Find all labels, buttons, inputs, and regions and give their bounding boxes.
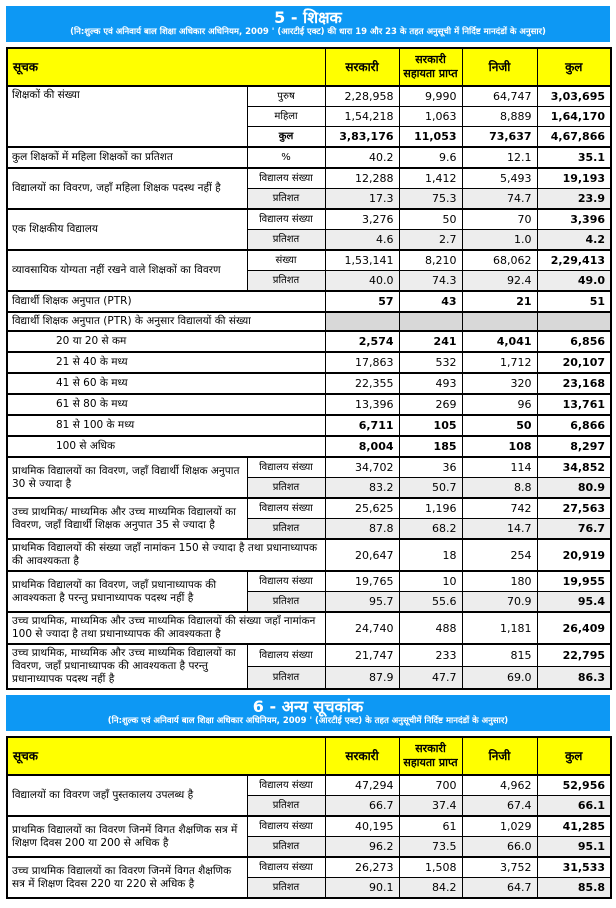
value-cell: 66.0 xyxy=(462,837,537,858)
value-cell: 52,956 xyxy=(537,775,611,796)
value-cell: 1,53,141 xyxy=(325,250,399,271)
value-cell: 34,852 xyxy=(537,457,611,478)
unit-label: प्रतिशत xyxy=(247,189,325,210)
value-cell: 14.7 xyxy=(462,519,537,540)
table-row xyxy=(7,457,611,478)
value-cell: 50 xyxy=(399,209,462,230)
value-cell: 23,168 xyxy=(537,373,611,394)
table-row xyxy=(7,498,611,519)
value-cell: 26,273 xyxy=(325,857,399,878)
value-cell: 90.1 xyxy=(325,878,399,899)
table-row xyxy=(7,816,611,837)
table-row xyxy=(7,86,611,107)
value-cell: 11,053 xyxy=(399,127,462,148)
value-cell: 51 xyxy=(537,291,611,312)
unit-label: विद्यालय संख्या xyxy=(247,644,325,667)
value-cell: 87.9 xyxy=(325,667,399,690)
other-indicators-table xyxy=(6,736,612,899)
value-cell: 8,889 xyxy=(462,107,537,127)
column-header-total: कुल xyxy=(537,48,611,86)
indicator-label: कुल शिक्षकों में महिला शिक्षकों का प्रतिशत xyxy=(7,147,247,168)
indicator-label: विद्यालयों का विवरण, जहाँ महिला शिक्षक पदस्थ नहीं है xyxy=(7,168,247,209)
value-cell: 35.1 xyxy=(537,147,611,168)
value-cell: 105 xyxy=(399,415,462,436)
column-header-government-aided: सरकारी सहायता प्राप्त xyxy=(399,48,462,86)
value-cell: 114 xyxy=(462,457,537,478)
section6-subtitle: (नि:शुल्क एवं अनिवार्य बाल शिक्षा अधिकार अधिनियम, 2009 ' (आरटीई एक्ट) के तहत अनुसूचीमें निर्दिष्ट मानदंडों के अनुसार) xyxy=(107,716,509,726)
value-cell: 6,711 xyxy=(325,415,399,436)
section6-title: 6 - अन्य सूचकांक xyxy=(252,697,364,716)
table-row xyxy=(7,436,611,457)
indicator-label: 81 से 100 के मध्य xyxy=(7,415,325,436)
column-header-government: सरकारी xyxy=(325,48,399,86)
table-row xyxy=(7,209,611,230)
value-cell: 8,210 xyxy=(399,250,462,271)
unit-label: पुरुष xyxy=(247,86,325,107)
value-cell xyxy=(537,312,611,331)
table-row xyxy=(7,571,611,592)
value-cell: 70.9 xyxy=(462,592,537,613)
value-cell: 50.7 xyxy=(399,478,462,499)
value-cell: 1,029 xyxy=(462,816,537,837)
section5-header xyxy=(6,6,610,42)
indicator-label: उच्च प्राथमिक/ माध्यमिक और उच्च माध्यमिक विद्यालयों का विवरण, जहाँ विद्यार्थी शिक्षक अनुपात 35 से ज्यादा है xyxy=(7,498,247,539)
value-cell: 17,863 xyxy=(325,352,399,373)
table-row xyxy=(7,373,611,394)
value-cell: 24,740 xyxy=(325,612,399,644)
value-cell: 95.4 xyxy=(537,592,611,613)
value-cell: 49.0 xyxy=(537,271,611,292)
value-cell: 40,195 xyxy=(325,816,399,837)
value-cell: 8,297 xyxy=(537,436,611,457)
unit-label: विद्यालय संख्या xyxy=(247,168,325,189)
value-cell: 10 xyxy=(399,571,462,592)
value-cell: 75.3 xyxy=(399,189,462,210)
table-row xyxy=(7,352,611,373)
unit-label: प्रतिशत xyxy=(247,796,325,817)
value-cell: 50 xyxy=(462,415,537,436)
value-cell: 241 xyxy=(399,331,462,352)
unit-label: विद्यालय संख्या xyxy=(247,816,325,837)
value-cell: 3,03,695 xyxy=(537,86,611,107)
table-row xyxy=(7,857,611,878)
value-cell: 742 xyxy=(462,498,537,519)
unit-label: प्रतिशत xyxy=(247,271,325,292)
unit-label: प्रतिशत xyxy=(247,837,325,858)
value-cell: 74.3 xyxy=(399,271,462,292)
indicator-label: 20 या 20 से कम xyxy=(7,331,325,352)
value-cell: 4,962 xyxy=(462,775,537,796)
value-cell: 27,563 xyxy=(537,498,611,519)
value-cell: 13,396 xyxy=(325,394,399,415)
unit-label: विद्यालय संख्या xyxy=(247,457,325,478)
table-row xyxy=(7,168,611,189)
unit-label: प्रतिशत xyxy=(247,230,325,251)
value-cell: 12.1 xyxy=(462,147,537,168)
unit-label: प्रतिशत xyxy=(247,878,325,899)
value-cell: 12,288 xyxy=(325,168,399,189)
value-cell: 41,285 xyxy=(537,816,611,837)
value-cell: 493 xyxy=(399,373,462,394)
indicator-label: उच्च प्राथमिक विद्यालयों का विवरण जिनमें विगत शैक्षणिक सत्र में शिक्षण दिवस 220 या 220 से अधिक है xyxy=(7,857,247,898)
indicator-label: विद्यालयों का विवरण जहाँ पुस्तकालय उपलब्ध है xyxy=(7,775,247,816)
column-header-row xyxy=(7,48,611,86)
indicator-label: उच्च प्राथमिक, माध्यमिक और उच्च माध्यमिक विद्यालयों का विवरण, जहाँ प्रधानाध्यापक की आवश्यकता है परन्तु प्रधानाध्यापक पदस्थ नहीं है xyxy=(7,644,247,689)
table-row xyxy=(7,775,611,796)
column-header-private: निजी xyxy=(462,737,537,775)
indicator-label: प्राथमिक विद्यालयों का विवरण जिनमें विगत शैक्षणिक सत्र में शिक्षण दिवस 200 या 200 से अधिक है xyxy=(7,816,247,857)
unit-label: प्रतिशत xyxy=(247,592,325,613)
value-cell: 4,67,866 xyxy=(537,127,611,148)
unit-label: विद्यालय संख्या xyxy=(247,209,325,230)
value-cell: 1,181 xyxy=(462,612,537,644)
unit-label: विद्यालय संख्या xyxy=(247,571,325,592)
value-cell: 23.9 xyxy=(537,189,611,210)
value-cell: 9,990 xyxy=(399,86,462,107)
unit-label: प्रतिशत xyxy=(247,667,325,690)
table-row xyxy=(7,644,611,667)
value-cell: 21,747 xyxy=(325,644,399,667)
unit-label: महिला xyxy=(247,107,325,127)
unit-label: विद्यालय संख्या xyxy=(247,498,325,519)
value-cell: 26,409 xyxy=(537,612,611,644)
value-cell: 83.2 xyxy=(325,478,399,499)
value-cell: 19,193 xyxy=(537,168,611,189)
value-cell: 64,747 xyxy=(462,86,537,107)
value-cell: 532 xyxy=(399,352,462,373)
value-cell: 5,493 xyxy=(462,168,537,189)
value-cell: 20,647 xyxy=(325,539,399,571)
value-cell: 40.2 xyxy=(325,147,399,168)
value-cell: 1,063 xyxy=(399,107,462,127)
unit-label: प्रतिशत xyxy=(247,478,325,499)
teachers-table xyxy=(6,47,612,690)
value-cell: 47.7 xyxy=(399,667,462,690)
value-cell: 320 xyxy=(462,373,537,394)
section5-title: 5 - शिक्षक xyxy=(274,8,342,27)
value-cell: 25,625 xyxy=(325,498,399,519)
value-cell: 64.7 xyxy=(462,878,537,899)
value-cell xyxy=(399,312,462,331)
value-cell: 85.8 xyxy=(537,878,611,899)
value-cell: 86.3 xyxy=(537,667,611,690)
indicator-column-header: सूचक xyxy=(7,737,325,775)
value-cell: 815 xyxy=(462,644,537,667)
indicator-label: एक शिक्षकीय विद्यालय xyxy=(7,209,247,250)
column-header-total: कुल xyxy=(537,737,611,775)
value-cell: 3,276 xyxy=(325,209,399,230)
indicator-label: 21 से 40 के मध्य xyxy=(7,352,325,373)
value-cell: 47,294 xyxy=(325,775,399,796)
value-cell: 18 xyxy=(399,539,462,571)
value-cell: 19,765 xyxy=(325,571,399,592)
value-cell: 19,955 xyxy=(537,571,611,592)
value-cell: 17.3 xyxy=(325,189,399,210)
section5-subtitle: (नि:शुल्क एवं अनिवार्य बाल शिक्षा अधिकार अधिनियम, 2009 ' (आरटीई एक्ट) की धारा 19 और 23 के तहत अनुसूची में निर्दिष्ट मानदंडों के अनुसार) xyxy=(70,27,546,37)
value-cell: 96.2 xyxy=(325,837,399,858)
value-cell: 74.7 xyxy=(462,189,537,210)
value-cell: 68,062 xyxy=(462,250,537,271)
value-cell: 108 xyxy=(462,436,537,457)
indicator-label: शिक्षकों की संख्या xyxy=(7,86,247,147)
value-cell: 70 xyxy=(462,209,537,230)
value-cell: 4.6 xyxy=(325,230,399,251)
value-cell: 2,574 xyxy=(325,331,399,352)
table-row xyxy=(7,394,611,415)
table-row xyxy=(7,612,611,644)
column-header-private: निजी xyxy=(462,48,537,86)
value-cell: 66.7 xyxy=(325,796,399,817)
value-cell: 69.0 xyxy=(462,667,537,690)
value-cell: 37.4 xyxy=(399,796,462,817)
value-cell: 92.4 xyxy=(462,271,537,292)
value-cell: 6,866 xyxy=(537,415,611,436)
value-cell: 84.2 xyxy=(399,878,462,899)
value-cell: 1.0 xyxy=(462,230,537,251)
value-cell: 96 xyxy=(462,394,537,415)
value-cell: 13,761 xyxy=(537,394,611,415)
value-cell: 3,396 xyxy=(537,209,611,230)
value-cell: 233 xyxy=(399,644,462,667)
value-cell: 4,041 xyxy=(462,331,537,352)
value-cell: 8,004 xyxy=(325,436,399,457)
value-cell: 1,54,218 xyxy=(325,107,399,127)
value-cell: 2,28,958 xyxy=(325,86,399,107)
value-cell: 180 xyxy=(462,571,537,592)
indicator-label: प्राथमिक विद्यालयों का विवरण, जहाँ प्रधानाध्यापक की आवश्यकता है परन्तु प्रधानाध्यापक पदस्थ नहीं है xyxy=(7,571,247,612)
value-cell: 80.9 xyxy=(537,478,611,499)
indicator-label: उच्च प्राथमिक, माध्यमिक और उच्च माध्यमिक विद्यालयों की संख्या जहाँ नामांकन 100 से ज्यादा है तथा प्रधानाध्यापक की आवश्यकता है xyxy=(7,612,325,644)
value-cell: 9.6 xyxy=(399,147,462,168)
value-cell: 40.0 xyxy=(325,271,399,292)
value-cell: 22,355 xyxy=(325,373,399,394)
value-cell: 21 xyxy=(462,291,537,312)
value-cell xyxy=(325,312,399,331)
value-cell: 20,107 xyxy=(537,352,611,373)
table-row xyxy=(7,415,611,436)
indicator-label: 41 से 60 के मध्य xyxy=(7,373,325,394)
table-row xyxy=(7,291,611,312)
indicator-label: 61 से 80 के मध्य xyxy=(7,394,325,415)
table-row xyxy=(7,147,611,168)
value-cell: 76.7 xyxy=(537,519,611,540)
value-cell: 1,196 xyxy=(399,498,462,519)
value-cell: 73,637 xyxy=(462,127,537,148)
value-cell: 700 xyxy=(399,775,462,796)
value-cell: 2,29,413 xyxy=(537,250,611,271)
table-row xyxy=(7,250,611,271)
column-header-government-aided: सरकारी सहायता प्राप्त xyxy=(399,737,462,775)
value-cell: 66.1 xyxy=(537,796,611,817)
value-cell: 2.7 xyxy=(399,230,462,251)
value-cell: 3,752 xyxy=(462,857,537,878)
indicator-label: व्यावसायिक योग्यता नहीं रखने वाले शिक्षकों का विवरण xyxy=(7,250,247,291)
value-cell: 488 xyxy=(399,612,462,644)
section6-header xyxy=(6,695,610,731)
value-cell: 8.8 xyxy=(462,478,537,499)
value-cell: 34,702 xyxy=(325,457,399,478)
value-cell: 254 xyxy=(462,539,537,571)
unit-label: विद्यालय संख्या xyxy=(247,857,325,878)
value-cell: 95.1 xyxy=(537,837,611,858)
value-cell: 55.6 xyxy=(399,592,462,613)
indicator-label: प्राथमिक विद्यालयों की संख्या जहाँ नामांकन 150 से ज्यादा है तथा प्रधानाध्यापक की आवश्यकता है xyxy=(7,539,325,571)
value-cell: 1,64,170 xyxy=(537,107,611,127)
value-cell: 43 xyxy=(399,291,462,312)
value-cell: 73.5 xyxy=(399,837,462,858)
unit-label: प्रतिशत xyxy=(247,519,325,540)
value-cell: 67.4 xyxy=(462,796,537,817)
value-cell: 185 xyxy=(399,436,462,457)
value-cell: 61 xyxy=(399,816,462,837)
value-cell: 20,919 xyxy=(537,539,611,571)
value-cell: 22,795 xyxy=(537,644,611,667)
indicator-column-header: सूचक xyxy=(7,48,325,86)
value-cell: 1,412 xyxy=(399,168,462,189)
table-row xyxy=(7,331,611,352)
table-row xyxy=(7,312,611,331)
value-cell: 4.2 xyxy=(537,230,611,251)
value-cell: 1,508 xyxy=(399,857,462,878)
value-cell: 87.8 xyxy=(325,519,399,540)
value-cell: 1,712 xyxy=(462,352,537,373)
value-cell: 68.2 xyxy=(399,519,462,540)
value-cell: 6,856 xyxy=(537,331,611,352)
unit-label: संख्या xyxy=(247,250,325,271)
value-cell: 3,83,176 xyxy=(325,127,399,148)
indicator-label: विद्यार्थी शिक्षक अनुपात (PTR) के अनुसार विद्यालयों की संख्या xyxy=(7,312,325,331)
unit-label: कुल xyxy=(247,127,325,148)
value-cell: 36 xyxy=(399,457,462,478)
unit-label: विद्यालय संख्या xyxy=(247,775,325,796)
column-header-government: सरकारी xyxy=(325,737,399,775)
indicator-label: प्राथमिक विद्यालयों का विवरण, जहाँ विद्यार्थी शिक्षक अनुपात 30 से ज्यादा है xyxy=(7,457,247,498)
column-header-row xyxy=(7,737,611,775)
unit-label: % xyxy=(247,147,325,168)
value-cell xyxy=(462,312,537,331)
indicator-label: विद्यार्थी शिक्षक अनुपात (PTR) xyxy=(7,291,325,312)
value-cell: 57 xyxy=(325,291,399,312)
value-cell: 31,533 xyxy=(537,857,611,878)
value-cell: 95.7 xyxy=(325,592,399,613)
value-cell: 269 xyxy=(399,394,462,415)
table-row xyxy=(7,539,611,571)
indicator-label: 100 से अधिक xyxy=(7,436,325,457)
